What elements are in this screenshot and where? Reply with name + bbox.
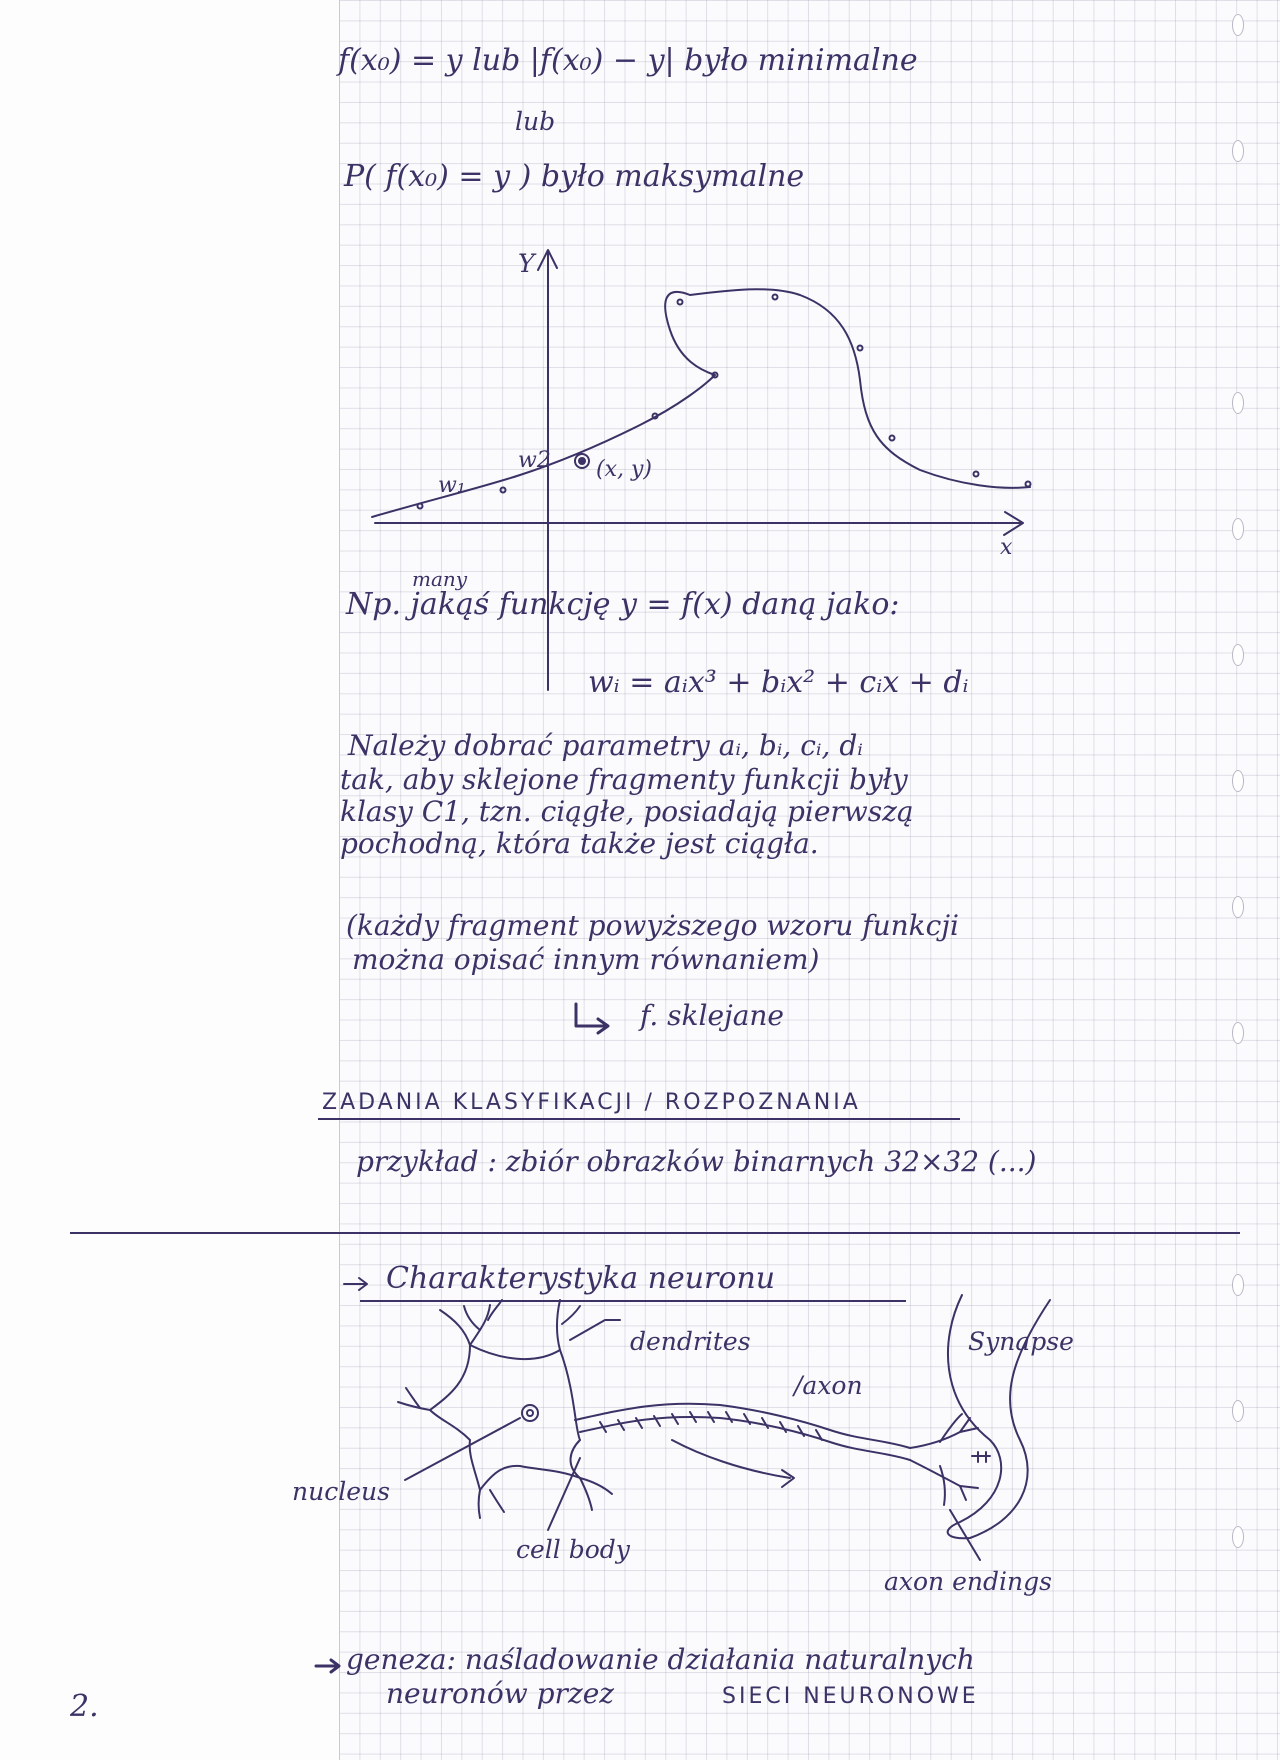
paragraph-line-1: Należy dobrać parametry aᵢ, bᵢ, cᵢ, dᵢ bbox=[348, 729, 863, 762]
example-formula: wᵢ = aᵢx³ + bᵢx² + cᵢx + dᵢ bbox=[588, 665, 969, 700]
graph-axis-x-label: x bbox=[1000, 535, 1013, 560]
section-example: przykład : zbiór obrazków binarnych 32×32 (...) bbox=[356, 1145, 1037, 1178]
neuron-synapse-label: Synapse bbox=[968, 1327, 1074, 1356]
note-line-2: można opisać innym równaniem) bbox=[352, 943, 820, 976]
example-superscript: many bbox=[412, 567, 468, 591]
paragraph-line-2: tak, aby sklejone fragmenty funkcji były bbox=[340, 763, 908, 796]
equation-line-2: P( f(x₀) = y ) było maksymalne bbox=[344, 159, 805, 194]
neuron-title: Charakterystyka neuronu bbox=[386, 1261, 776, 1296]
page-number: 2. bbox=[70, 1689, 99, 1724]
graph-point-label: (x, y) bbox=[596, 457, 652, 482]
genesis-line-1: geneza: naśladowanie działania naturalnych bbox=[346, 1643, 975, 1676]
genesis-line-2: neuronów przez bbox=[386, 1677, 615, 1710]
neuron-cell-body-label: cell body bbox=[516, 1535, 630, 1564]
neuron-axon-label: /axon bbox=[794, 1371, 863, 1400]
section-title: ZADANIA KLASYFIKACJI / ROZPOZNANIA bbox=[322, 1090, 861, 1115]
lub-label: lub bbox=[515, 107, 556, 136]
note-arrow-text: f. sklejane bbox=[640, 999, 785, 1032]
neuron-dendrites-label: dendrites bbox=[630, 1327, 751, 1356]
genesis-caps: SIECI NEURONOWE bbox=[722, 1684, 979, 1709]
graph-label-w1: w₁ bbox=[438, 473, 466, 498]
graph-axis-y-label: Y bbox=[518, 249, 535, 278]
note-line-1: (każdy fragment powyższego wzoru funkcji bbox=[346, 909, 959, 942]
graph-label-w2: w2 bbox=[518, 448, 551, 473]
example-line: Np. jakąś funkcję y = f(x) daną jako: bbox=[346, 587, 900, 622]
paragraph-line-3: klasy C1, tzn. ciągłe, posiadają pierwszą bbox=[340, 795, 914, 828]
neuron-axon-endings-label: axon endings bbox=[884, 1567, 1052, 1596]
paragraph-line-4: pochodną, która także jest ciągła. bbox=[340, 827, 819, 860]
equation-line-1: f(x₀) = y lub |f(x₀) − y| było minimalne bbox=[338, 43, 918, 78]
neuron-nucleus-label: nucleus bbox=[292, 1477, 390, 1506]
